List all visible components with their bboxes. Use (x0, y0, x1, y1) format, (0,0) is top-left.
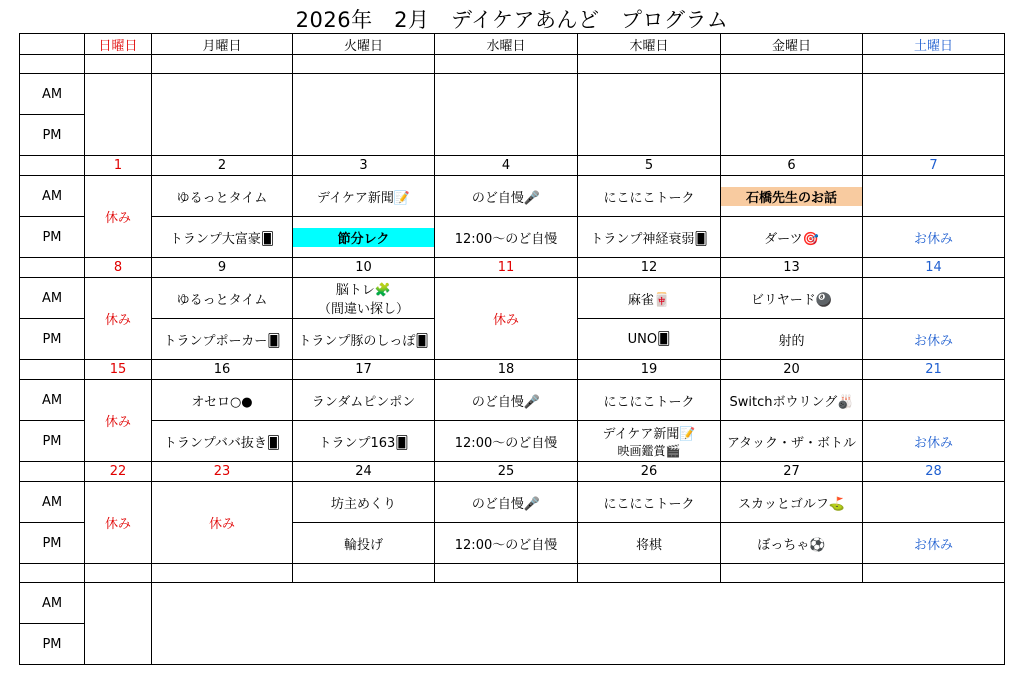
program-line: デイケア新聞📝 (602, 427, 696, 442)
date-cell: 27 (721, 462, 863, 482)
program-cell: 輪投げ (293, 523, 435, 564)
program-cell: お休み (863, 217, 1005, 258)
program-cell: トランプ神経衰弱🂠 (578, 217, 721, 258)
program-calendar (19, 33, 1005, 665)
program-cell: オセロ○● (152, 380, 293, 421)
date-cell: 13 (721, 258, 863, 278)
date-cell: 20 (721, 360, 863, 380)
program-cell (578, 421, 721, 462)
pm-label: PM (20, 319, 85, 360)
program-subline: （間違い探し） (317, 302, 409, 317)
weekday-fri: 金曜日 (721, 34, 863, 55)
program-cell: 将棋 (578, 523, 721, 564)
program-cell: 12:00～のど自慢 (435, 421, 578, 462)
week3-am-row (20, 380, 1005, 421)
date-cell: 19 (578, 360, 721, 380)
program-cell: UNO🂠 (578, 319, 721, 360)
program-cell (863, 278, 1005, 319)
am-label: AM (20, 583, 85, 624)
weekday-sat: 土曜日 (863, 34, 1005, 55)
rest-cell: 休み (152, 482, 293, 564)
program-cell: 麻雀🀄 (578, 278, 721, 319)
rest-cell: 休み (85, 482, 152, 564)
week2-am-row (20, 278, 1005, 319)
date-cell: 10 (293, 258, 435, 278)
weekday-tue: 火曜日 (293, 34, 435, 55)
week2-date-row (20, 258, 1005, 278)
week3-pm-row (20, 421, 1005, 462)
weekday-wed: 水曜日 (435, 34, 578, 55)
am-row (20, 583, 1005, 624)
date-cell: 18 (435, 360, 578, 380)
am-label: AM (20, 176, 85, 217)
pm-label: PM (20, 115, 85, 156)
program-cell: ランダムピンポン (293, 380, 435, 421)
pm-label: PM (20, 217, 85, 258)
program-cell: 12:00～のど自慢 (435, 217, 578, 258)
date-cell: 17 (293, 360, 435, 380)
corner-cell (20, 34, 85, 55)
weekday-mon: 月曜日 (152, 34, 293, 55)
am-label: AM (20, 278, 85, 319)
program-cell: ゆるっとタイム (152, 278, 293, 319)
date-cell: 22 (85, 462, 152, 482)
program-cell: のど自慢🎤 (435, 482, 578, 523)
pm-label: PM (20, 523, 85, 564)
pm-label: PM (20, 624, 85, 665)
date-cell: 5 (578, 156, 721, 176)
date-cell: 21 (863, 360, 1005, 380)
program-cell: 射的 (721, 319, 863, 360)
date-cell: 25 (435, 462, 578, 482)
program-cell: にこにこトーク (578, 482, 721, 523)
program-cell: 坊主めくり (293, 482, 435, 523)
program-cell: お休み (863, 319, 1005, 360)
date-cell: 3 (293, 156, 435, 176)
am-label: AM (20, 74, 85, 115)
program-cell: トランプババ抜き🂠 (152, 421, 293, 462)
program-cell-highlight (293, 217, 435, 258)
am-label: AM (20, 380, 85, 421)
program-cell-highlight (721, 176, 863, 217)
program-cell: にこにこトーク (578, 380, 721, 421)
program-cell: ビリヤード🎱 (721, 278, 863, 319)
program-line: 脳トレ🧩 (335, 283, 392, 298)
date-cell: 12 (578, 258, 721, 278)
program-cell: トランプ豚のしっぽ🂠 (293, 319, 435, 360)
date-cell: 14 (863, 258, 1005, 278)
date-cell: 28 (863, 462, 1005, 482)
blank-row (20, 55, 1005, 74)
program-cell (863, 482, 1005, 523)
rest-cell: 休み (85, 176, 152, 258)
date-cell: 15 (85, 360, 152, 380)
date-cell: 11 (435, 258, 578, 278)
program-cell (293, 278, 435, 319)
rest-cell: 休み (435, 278, 578, 360)
date-cell: 23 (152, 462, 293, 482)
weekday-sun: 日曜日 (85, 34, 152, 55)
highlight-label: 石橋先生のお話 (721, 187, 862, 206)
program-cell: お休み (863, 421, 1005, 462)
date-cell: 7 (863, 156, 1005, 176)
date-cell: 6 (721, 156, 863, 176)
date-cell: 1 (85, 156, 152, 176)
pm-label: PM (20, 421, 85, 462)
date-cell: 9 (152, 258, 293, 278)
rest-cell: 休み (85, 380, 152, 462)
program-cell: のど自慢🎤 (435, 176, 578, 217)
week1-pm-row (20, 217, 1005, 258)
program-cell (863, 176, 1005, 217)
week3-date-row (20, 360, 1005, 380)
program-cell: アタック・ザ・ボトル (721, 421, 863, 462)
week1-date-row (20, 156, 1005, 176)
am-row (20, 74, 1005, 115)
am-label: AM (20, 482, 85, 523)
highlight-label: 節分レク (293, 228, 434, 247)
program-cell: Switchボウリング🎳 (721, 380, 863, 421)
program-cell: ゆるっとタイム (152, 176, 293, 217)
program-cell: ダーツ🎯 (721, 217, 863, 258)
program-cell: トランプ163🂠 (293, 421, 435, 462)
program-cell: のど自慢🎤 (435, 380, 578, 421)
program-cell: ぼっちゃ⚽ (721, 523, 863, 564)
program-cell: にこにこトーク (578, 176, 721, 217)
week4-am-row (20, 482, 1005, 523)
weekday-header-row (20, 34, 1005, 55)
week4-date-row (20, 462, 1005, 482)
date-cell: 24 (293, 462, 435, 482)
program-cell: スカッとゴルフ⛳ (721, 482, 863, 523)
program-cell: トランプポーカー🂠 (152, 319, 293, 360)
date-cell: 2 (152, 156, 293, 176)
week1-am-row (20, 176, 1005, 217)
date-cell: 16 (152, 360, 293, 380)
program-cell: 12:00～のど自慢 (435, 523, 578, 564)
weekday-thu: 木曜日 (578, 34, 721, 55)
date-cell: 4 (435, 156, 578, 176)
program-cell: トランプ大富豪🂠 (152, 217, 293, 258)
program-cell: デイケア新聞📝 (293, 176, 435, 217)
program-subline: 映画鑑賞🎬 (617, 444, 681, 458)
rest-cell: 休み (85, 278, 152, 360)
page-title: 2026年 2月 デイケアあんど プログラム (295, 8, 729, 32)
program-cell: お休み (863, 523, 1005, 564)
blank-row (20, 564, 1005, 583)
date-cell: 26 (578, 462, 721, 482)
date-cell: 8 (85, 258, 152, 278)
program-cell (863, 380, 1005, 421)
